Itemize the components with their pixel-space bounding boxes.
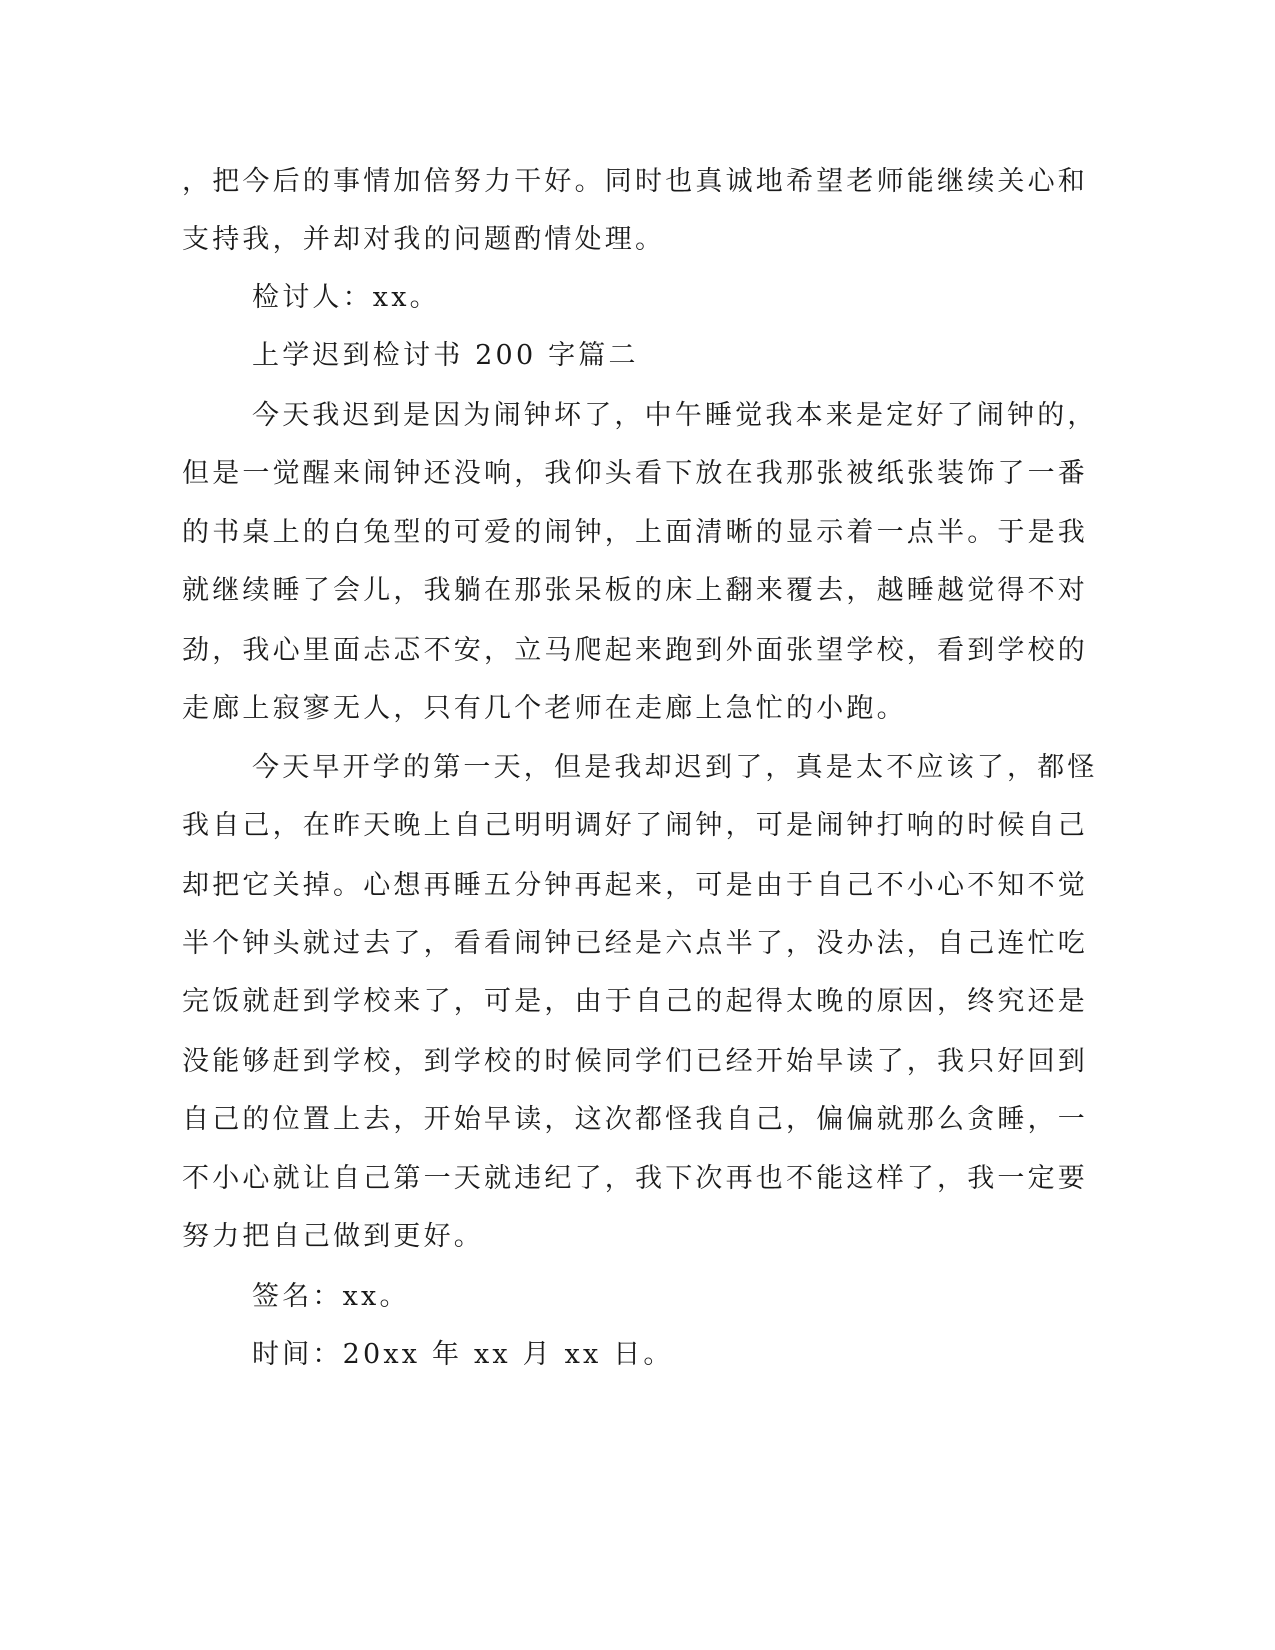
text-line-1: ，把今后的事情加倍努力干好。同时也真诚地希望老师能继续关心和: [182, 166, 1088, 197]
section-heading: 上学迟到检讨书 200 字篇二: [252, 340, 639, 371]
text-line-2: 支持我，并却对我的问题酌情处理。: [182, 224, 666, 255]
text-line-5: 今天我迟到是因为闹钟坏了，中午睡觉我本来是定好了闹钟的，: [252, 400, 1098, 431]
text-line-7: 的书桌上的白兔型的可爱的闹钟，上面清晰的显示着一点半。于是我: [182, 517, 1088, 548]
date-line: 时间：20xx 年 xx 月 xx 日。: [252, 1339, 674, 1370]
text-line-13: 却把它关掉。心想再睡五分钟再起来，可是由于自己不小心不知不觉: [182, 870, 1088, 901]
text-line-6: 但是一觉醒来闹钟还没响，我仰头看下放在我那张被纸张装饰了一番: [182, 458, 1088, 489]
text-line-18: 不小心就让自己第一天就违纪了，我下次再也不能这样了，我一定要: [182, 1163, 1088, 1194]
text-line-16: 没能够赶到学校，到学校的时候同学们已经开始早读了，我只好回到: [182, 1046, 1088, 1077]
signature-line: 签名：xx。: [252, 1281, 410, 1312]
text-line-11: 今天早开学的第一天，但是我却迟到了，真是太不应该了，都怪: [252, 752, 1098, 783]
text-line-10: 走廊上寂寥无人，只有几个老师在走廊上急忙的小跑。: [182, 693, 907, 724]
text-line-14: 半个钟头就过去了，看看闹钟已经是六点半了，没办法，自己连忙吃: [182, 928, 1088, 959]
reviewer-line: 检讨人：xx。: [252, 282, 440, 313]
text-line-17: 自己的位置上去，开始早读，这次都怪我自己，偏偏就那么贪睡，一: [182, 1104, 1088, 1135]
text-line-12: 我自己，在昨天晚上自己明明调好了闹钟，可是闹钟打响的时候自己: [182, 810, 1088, 841]
text-line-8: 就继续睡了会儿，我躺在那张呆板的床上翻来覆去，越睡越觉得不对: [182, 575, 1088, 606]
text-line-9: 劲，我心里面忐忑不安，立马爬起来跑到外面张望学校，看到学校的: [182, 635, 1088, 666]
text-line-15: 完饭就赶到学校来了，可是，由于自己的起得太晚的原因，终究还是: [182, 986, 1088, 1017]
text-line-19: 努力把自己做到更好。: [182, 1221, 484, 1252]
